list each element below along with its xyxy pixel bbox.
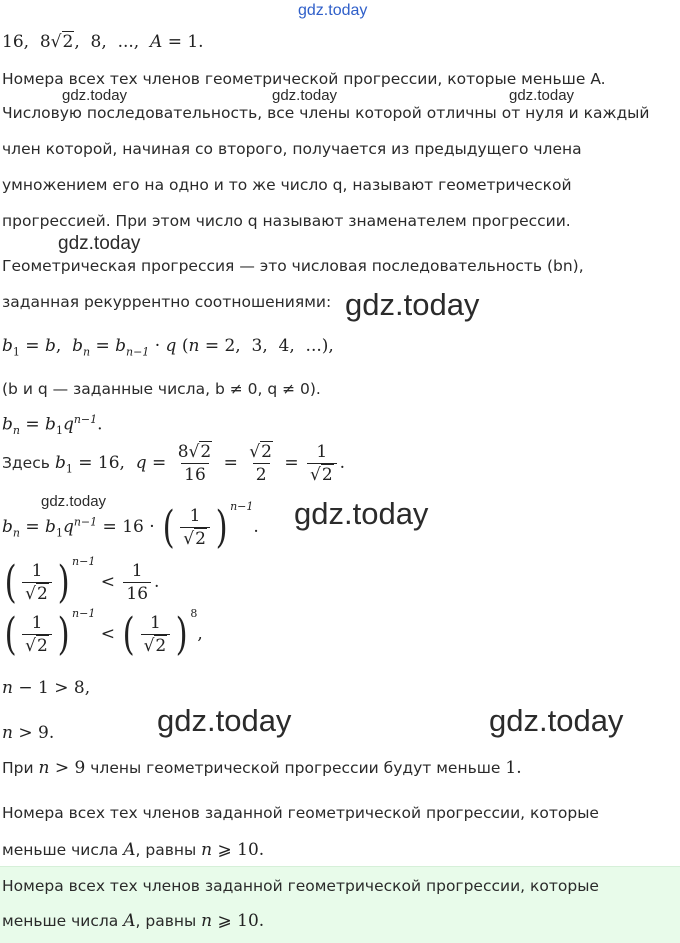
- answer-line-1: Номера всех тех членов заданной геометрической прогрессии, которые: [2, 877, 599, 895]
- watermark-small: gdz.today: [41, 493, 107, 510]
- watermark-small: gdz.today: [272, 87, 338, 104]
- inequality-2: ( $\frac{1}{√2}$ ) $^{n-1}$ < ( $\frac{1}{√2}$ ) $^8$,: [4, 607, 203, 660]
- when-statement: При n > 9 члены геометрической прогрессии будут меньше 1.: [2, 758, 522, 778]
- general-formula: $b_n = b_1q^{n-1}$.: [2, 413, 103, 438]
- task-statement: Номера всех тех членов геометрической прогрессии, которые меньше A.: [2, 70, 606, 88]
- answer-line-2: меньше числа A, равны n ⩾ 10.: [2, 911, 265, 931]
- here-word: Здесь: [2, 454, 50, 472]
- definition2-line: заданная рекуррентно соотношениями:: [2, 293, 332, 311]
- inequality-1: ( $\frac{1}{√2}$ ) $^{n-1}$ < $\frac{1}{16}$ .: [4, 555, 160, 608]
- watermark-large: gdz.today: [294, 496, 429, 531]
- watermark-small: gdz.today: [62, 87, 128, 104]
- watermark-large: gdz.today: [345, 287, 480, 322]
- given-note: (b и q — заданные числа, b ≠ 0, q ≠ 0).: [2, 380, 321, 398]
- watermark-small: gdz.today: [509, 87, 575, 104]
- watermark-top: gdz.today: [298, 2, 368, 19]
- sequence-line: 16, 8√2, 8, ..., A = 1.: [2, 32, 204, 52]
- bn-expression: $b_n = b_1q^{n-1} = 16$ · ( $\frac{1}{√2}$ ) $^{n-1}$.: [2, 500, 259, 553]
- watermark-large: gdz.today: [489, 703, 624, 738]
- inequality-4: n > 9.: [2, 723, 55, 743]
- here-line: Здесь $b_1 = 16$, q = $\frac{8√2}{16}$ = $\frac{√2}{2}$ = $\frac{1}{√2}$ .: [2, 442, 346, 485]
- watermark-large: gdz.today: [157, 703, 292, 738]
- conclusion-line-1: Номера всех тех членов заданной геометрической прогрессии, которые: [2, 804, 599, 822]
- definition-line: прогрессией. При этом число q называют знаменателем прогрессии.: [2, 212, 571, 230]
- definition-line: Числовую последовательность, все члены которой отличны от нуля и каждый: [2, 104, 650, 122]
- recurrence-formula: $b_1 = b$, $b_n = b_{n-1} \cdot q$ (n = 2, 3, 4, ...),: [2, 336, 334, 359]
- answer-box: [0, 866, 680, 943]
- watermark-medium: gdz.today: [58, 233, 141, 254]
- definition2-line: Геометрическая прогрессия — это числовая последовательность (bn),: [2, 257, 584, 275]
- inequality-3: n − 1 > 8,: [2, 678, 91, 698]
- conclusion-line-2: меньше числа A, равны n ⩾ 10.: [2, 840, 265, 860]
- definition-line: член которой, начиная со второго, получается из предыдущего члена: [2, 140, 582, 158]
- definition-line: умножением его на одно и то же число q, называют геометрической: [2, 176, 572, 194]
